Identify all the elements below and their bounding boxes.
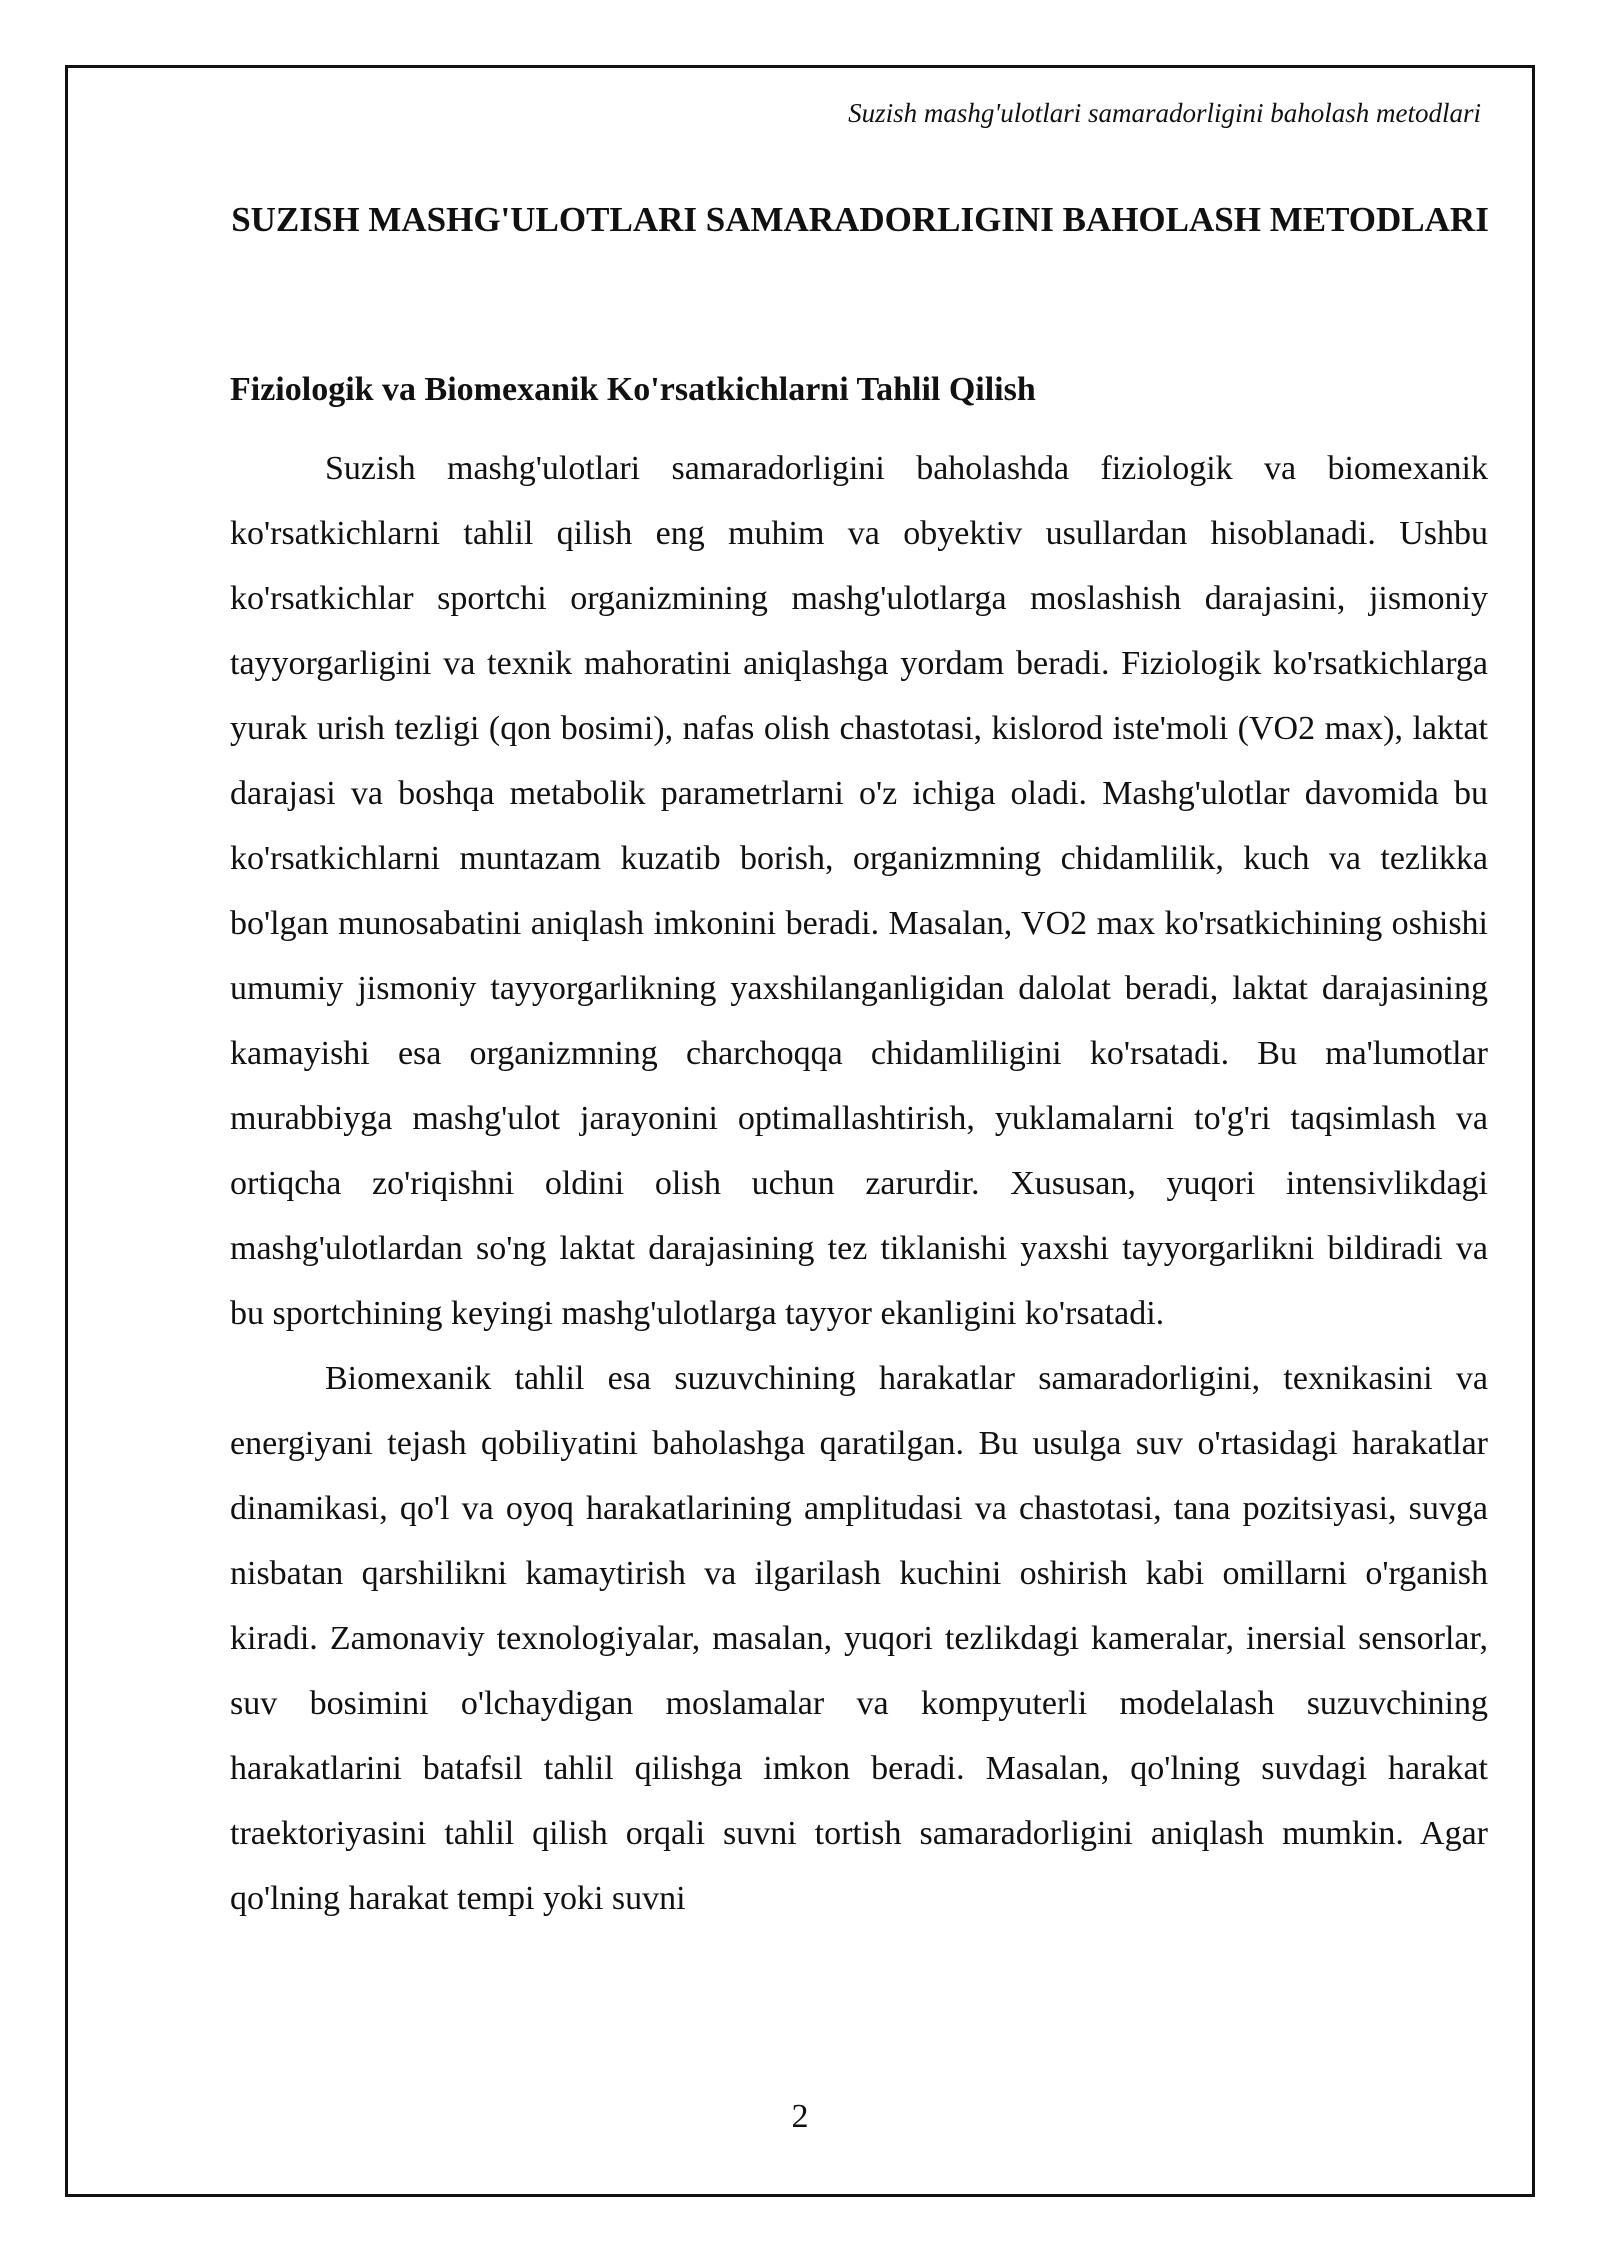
paragraph: Suzish mashg'ulotlari samaradorligini baholashda fiziologik va biomexanik ko'rsatkichlarni tahlil qilish eng muhim va obyektiv usullardan hisoblanadi. Ushbu ko'rsatkichlar sportchi organizmining mashg'ulotlarga moslashish darajasini, jismoniy tayyorgarligini va texnik mahoratini aniqlashga yordam beradi. Fiziologik ko'rsatkichlarga yurak urish tezligi (qon bosimi), nafas olish chastotasi, kislorod iste'moli (VO2 max), laktat darajasi va boshqa metabolik parametrlarni o'z ichiga oladi. Mashg'ulotlar davomida bu ko'rsatkichlarni muntazam kuzatib borish, organizmning chidamlilik, kuch va tezlikka bo'lgan munosabatini aniqlash imkonini beradi. Masalan, VO2 max ko'rsatkichining oshishi umumiy jismoniy tayyorgarlikning yaxshilanganligidan dalolat beradi, laktat darajasining kamayishi esa organizmning charchoqqa chidamliligini ko'rsatadi. Bu ma'lumotlar murabbiyga mashg'ulot jarayonini optimallashtirish, yuklamalarni to'g'ri taqsimlash va ortiqcha zo'riqishni oldini olish uchun zarurdir. Xususan, yuqori intensivlikdagi mashg'ulotlardan so'ng laktat darajasining tez tiklanishi yaxshi tayyorgarlikni bildiradi va bu sportchining keyingi mashg'ulotlarga tayyor ekanligini ko'rsatadi. <box>230 450 1488 1332</box>
body-text <box>230 436 1488 1931</box>
section-heading: Fiziologik va Biomexanik Ko'rsatkichlarni Tahlil Qilish <box>230 371 1036 408</box>
page-number: 2 <box>791 2098 809 2135</box>
document-title: SUZISH MASHG'ULOTLARI SAMARADORLIGINI BAHOLASH METODLARI <box>231 200 1489 239</box>
running-header: Suzish mashg'ulotlari samaradorligini baholash metodlari <box>848 98 1481 128</box>
paragraph: Biomexanik tahlil esa suzuvchining harakatlar samaradorligini, texnikasini va energiyani tejash qobiliyatini baholashga qaratilgan. Bu usulga suv o'rtasidagi harakatlar dinamikasi, qo'l va oyoq harakatlarining amplitudasi va chastotasi, tana pozitsiyasi, suvga nisbatan qarshilikni kamaytirish va ilgarilash kuchini oshirish kabi omillarni o'rganish kiradi. Zamonaviy texnologiyalar, masalan, yuqori tezlikdagi kameralar, inersial sensorlar, suv bosimini o'lchaydigan moslamalar va kompyuterli modelalash suzuvchining harakatlarini batafsil tahlil qilishga imkon beradi. Masalan, qo'lning suvdagi harakat traektoriyasini tahlil qilish orqali suvni tortish samaradorligini aniqlash mumkin. Agar qo'lning harakat tempi yoki suvni <box>230 1360 1488 1917</box>
